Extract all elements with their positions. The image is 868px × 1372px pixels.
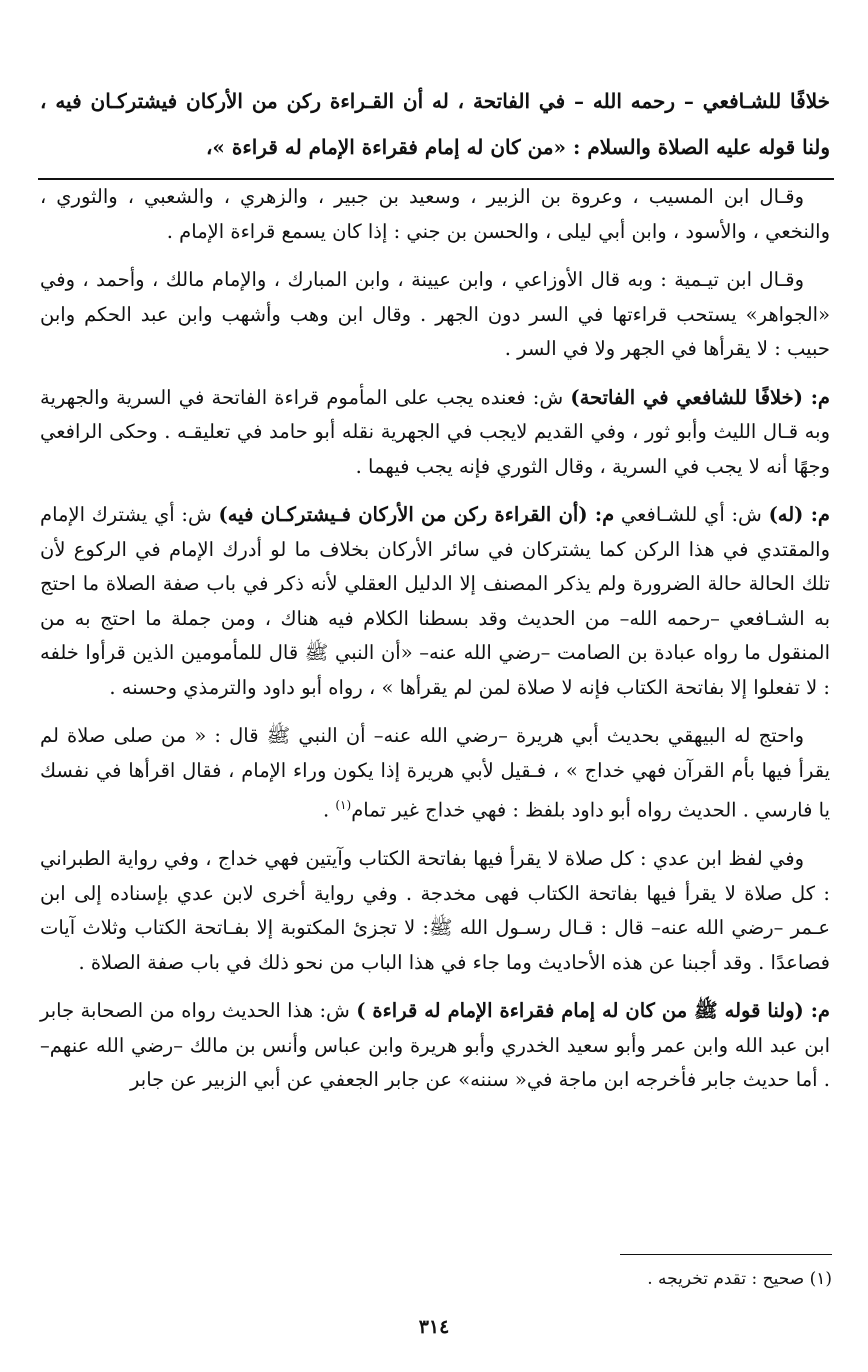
sharh-text: ش: هذا الحديث رواه من الصحابة جابر ابن عبد الله وابن عمر وأبو سعيد الخدري وأبو هريرة وابن عباس وأنس بن مالك –رضي الله عنهم– . أما حديث جابر فأخرجه ابن ماجة في« سننه» عن جابر الجعفي عن أبي الزبير عن جابر (40, 999, 830, 1091)
commentary-body (40, 180, 830, 1112)
page-number: ٣١٤ (418, 1316, 450, 1338)
matn-quote: م: (ولنا قوله ﷺ من كان له إمام فقراءة الإمام له قراءة ) (356, 999, 831, 1022)
matn-quote: م: (خلافًا للشافعي في الفاتحة) (570, 385, 831, 409)
paragraph-5 (40, 719, 830, 828)
sharh-text: ش: أي للشـافعي (614, 503, 769, 526)
matn-text: خلافًا للشـافعي – رحمه الله – في الفاتحة ، له أن القـراءة ركن من الأركان فيشتركـان فيه ، ولنا قوله عليه الصلاة والسلام : «من كان له إمام فقراءة الإمام له قراءة »، (40, 89, 830, 159)
footnote-divider (620, 1254, 832, 1255)
paragraph-3 (40, 381, 830, 485)
matn-quote: م: (له) (768, 503, 830, 526)
sharh-text: ش: فعنده يجب على المأموم قراءة الفاتحة في السرية والجهرية وبه قـال الليث وأبو ثور ، وفي القديم لايجب في الجهرية نقله أبو حامد في تعليقـه . وحكى الرافعي وجهًا أنه لا يجب في السرية ، وقال الثوري فإنه يجب فيهما . (40, 385, 830, 478)
paragraph-6: وفي لفظ ابن عدي : كل صلاة لا يقرأ فيها بفاتحة الكتاب وآيتين فهي خداج ، وفي رواية الطبراني : كل صلاة لا يقرأ فيها بفاتحة الكتاب فهى مخدجة . وفي رواية أخرى لابن عدي بإسناده إلى ابن عـمر –رضي الله عنه– قال : قـال رسـول الله ﷺ: لا تجزئ المكتوبة إلا بفـاتحة الكتاب وثلاث آيات فصاعدًا . وقد أجبنا عن هذه الأحاديث وما جاء في هذا الباب من نحو ذلك في باب صفة الصلاة . (40, 847, 830, 974)
matn-quote: م: (أن القراءة ركن من الأركان فـيشتركـان فيه) (218, 503, 615, 526)
footnote-reference: (١) (335, 798, 352, 812)
sharh-text: ش: أي يشترك الإمام والمقتدي في هذا الركن كما يشتركان في سائر الأركان بخلاف ما لو أدرك الإمام في الركوع لأن تلك الحالة حالة الضرورة ولم يذكر المصنف إلا الدليل العقلي لأنه ذكر في باب صفة الصلاة ما احتج به الشـافعي –رحمه الله– من الحديث وقد بسطنا الكلام فيه هناك ، ومن جملة ما احتج به من المنقول ما رواه عبادة بن الصامت –رضي الله عنه– «أن النبي ﷺ قال للمأمومين الذين قرأوا خلفه : لا تفعلوا إلا بفاتحة الكتاب فإنه لا صلاة لمن لم يقرأها » ، رواه أبو داود والترمذي وحسنه . (40, 503, 830, 699)
paragraph-4 (40, 498, 830, 705)
matn-header (40, 78, 830, 170)
paragraph-7 (40, 994, 830, 1098)
footnote: (١) صحيح : تقدم تخريجه . (647, 1269, 832, 1289)
paragraph-5-end: . (322, 798, 336, 822)
paragraph-2: وقـال ابن تيـمية : وبه قال الأوزاعي ، وابن عيينة ، وابن المبارك ، والإمام مالك ، وأحمد ، وفي «الجواهر» يستحب قراءتها في السر دون الجهر . وقال ابن وهب وأشهب وابن عبد الحكم وابن حبيب : لا يقرأها في الجهر ولا في السر . (40, 268, 830, 360)
paragraph-1: وقـال ابن المسيب ، وعروة بن الزبير ، وسعيد بن جبير ، والزهري ، والشعبي ، والثوري ، والنخعي ، والأسود ، وابن أبي ليلى ، والحسن بن جني : إذا كان يسمع قراءة الإمام . (40, 185, 830, 243)
paragraph-5-text: واحتج له البيهقي بحديث أبي هريرة –رضي الله عنه– أن النبي ﷺ قال : « من صلى صلاة لم يقرأ فيها بأم القرآن فهي خداج » ، فـقيل لأبي هريرة إذا يكون وراء الإمام ، فقال اقرأها في نفسك يا فارسي . الحديث رواه أبو داود بلفظ : فهي خداج غير تمام (40, 724, 830, 822)
